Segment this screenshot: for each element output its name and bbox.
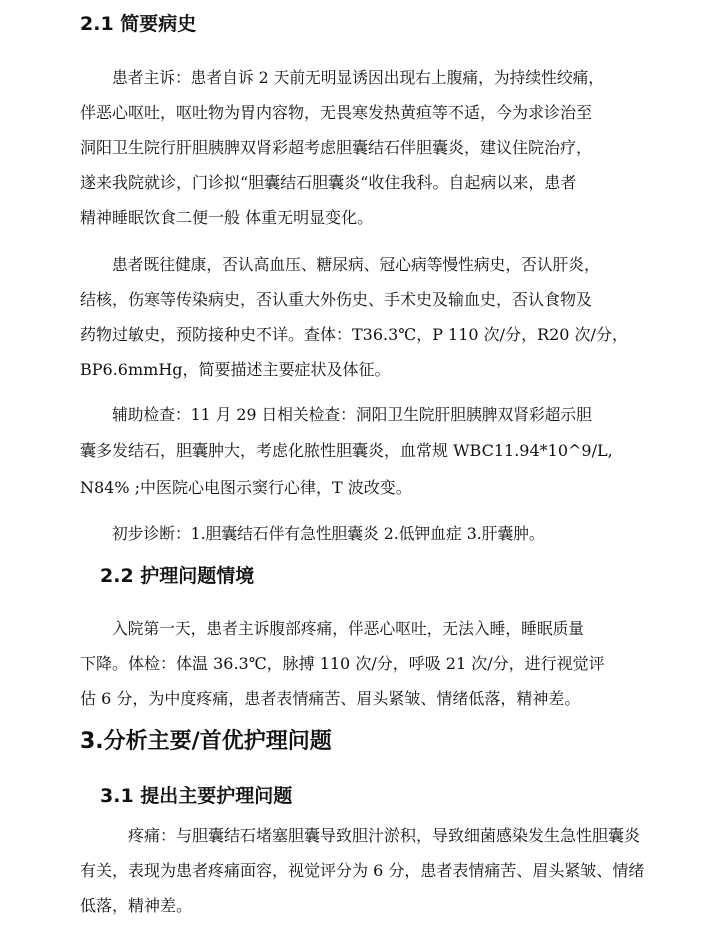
complaint-line-4: 遂来我院就诊，门诊拟“胆囊结石胆囊炎“收住我科。自起病以来，患者	[80, 173, 577, 192]
pain-line-2: 有关，表现为患者疼痛面容，视觉评分为 6 分，患者表情痛苦、眉头紧皱、情绪	[80, 861, 645, 880]
history-line-3: 药物过敏史，预防接种史不详。查体：T36.3℃，P 110 次/分，R20 次/分，	[80, 325, 628, 344]
heading-2-1: 2.1 简要病史	[80, 13, 197, 35]
complaint-line-2: 伴恶心呕吐，呕吐物为胃内容物，无畏寒发热黄疸等不适，今为求诊治至	[80, 103, 593, 122]
situation-line-3: 估 6 分，为中度疼痛，患者表情痛苦、眉头紧皱、情绪低落，精神差。	[80, 689, 581, 708]
complaint-line-3: 洞阳卫生院行肝胆胰脾双肾彩超考虑胆囊结石伴胆囊炎，建议住院治疗，	[80, 138, 593, 157]
exam-line-3: N84% ;中医院心电图示窦行心律，T 波改变。	[80, 478, 412, 497]
heading-3-1: 3.1 提出主要护理问题	[100, 785, 293, 807]
complaint-line-1: 患者主诉：患者自诉 2 天前无明显诱因出现右上腹痛，为持续性绞痛，	[112, 68, 605, 87]
heading-2-2: 2.2 护理问题情境	[100, 565, 255, 587]
exam-line-1: 辅助检查：11 月 29 日相关检查：洞阳卫生院肝胆胰脾双肾彩超示胆	[112, 405, 592, 424]
exam-line-2: 囊多发结石，胆囊肿大，考虑化脓性胆囊炎，血常规 WBC11.94*10^9/L,	[80, 441, 613, 460]
pain-line-3: 低落，精神差。	[80, 896, 193, 915]
pain-line-1: 疼痛：与胆囊结石堵塞胆囊导致胆汁淤积，导致细菌感染发生急性胆囊炎	[128, 826, 641, 845]
complaint-line-5: 精神睡眠饮食二便一般 体重无明显变化。	[80, 208, 374, 227]
situation-line-1: 入院第一天，患者主诉腹部疼痛，伴恶心呕吐，无法入睡，睡眠质量	[112, 619, 585, 638]
history-line-4: BP6.6mmHg，简要描述主要症状及体征。	[80, 360, 391, 379]
heading-3: 3.分析主要/首优护理问题	[80, 729, 332, 754]
situation-line-2: 下降。体检：体温 36.3℃，脉搏 110 次/分，呼吸 21 次/分，进行视觉评	[80, 654, 605, 673]
history-line-2: 结核，伤寒等传染病史，否认重大外伤史、手术史及输血史，否认食物及	[80, 290, 593, 309]
history-line-1: 患者既往健康，否认高血压、糖尿病、冠心病等慢性病史，否认肝炎，	[112, 255, 600, 274]
diagnosis-line: 初步诊断：1.胆囊结石伴有急性胆囊炎 2.低钾血症 3.肝囊肿。	[112, 524, 545, 543]
